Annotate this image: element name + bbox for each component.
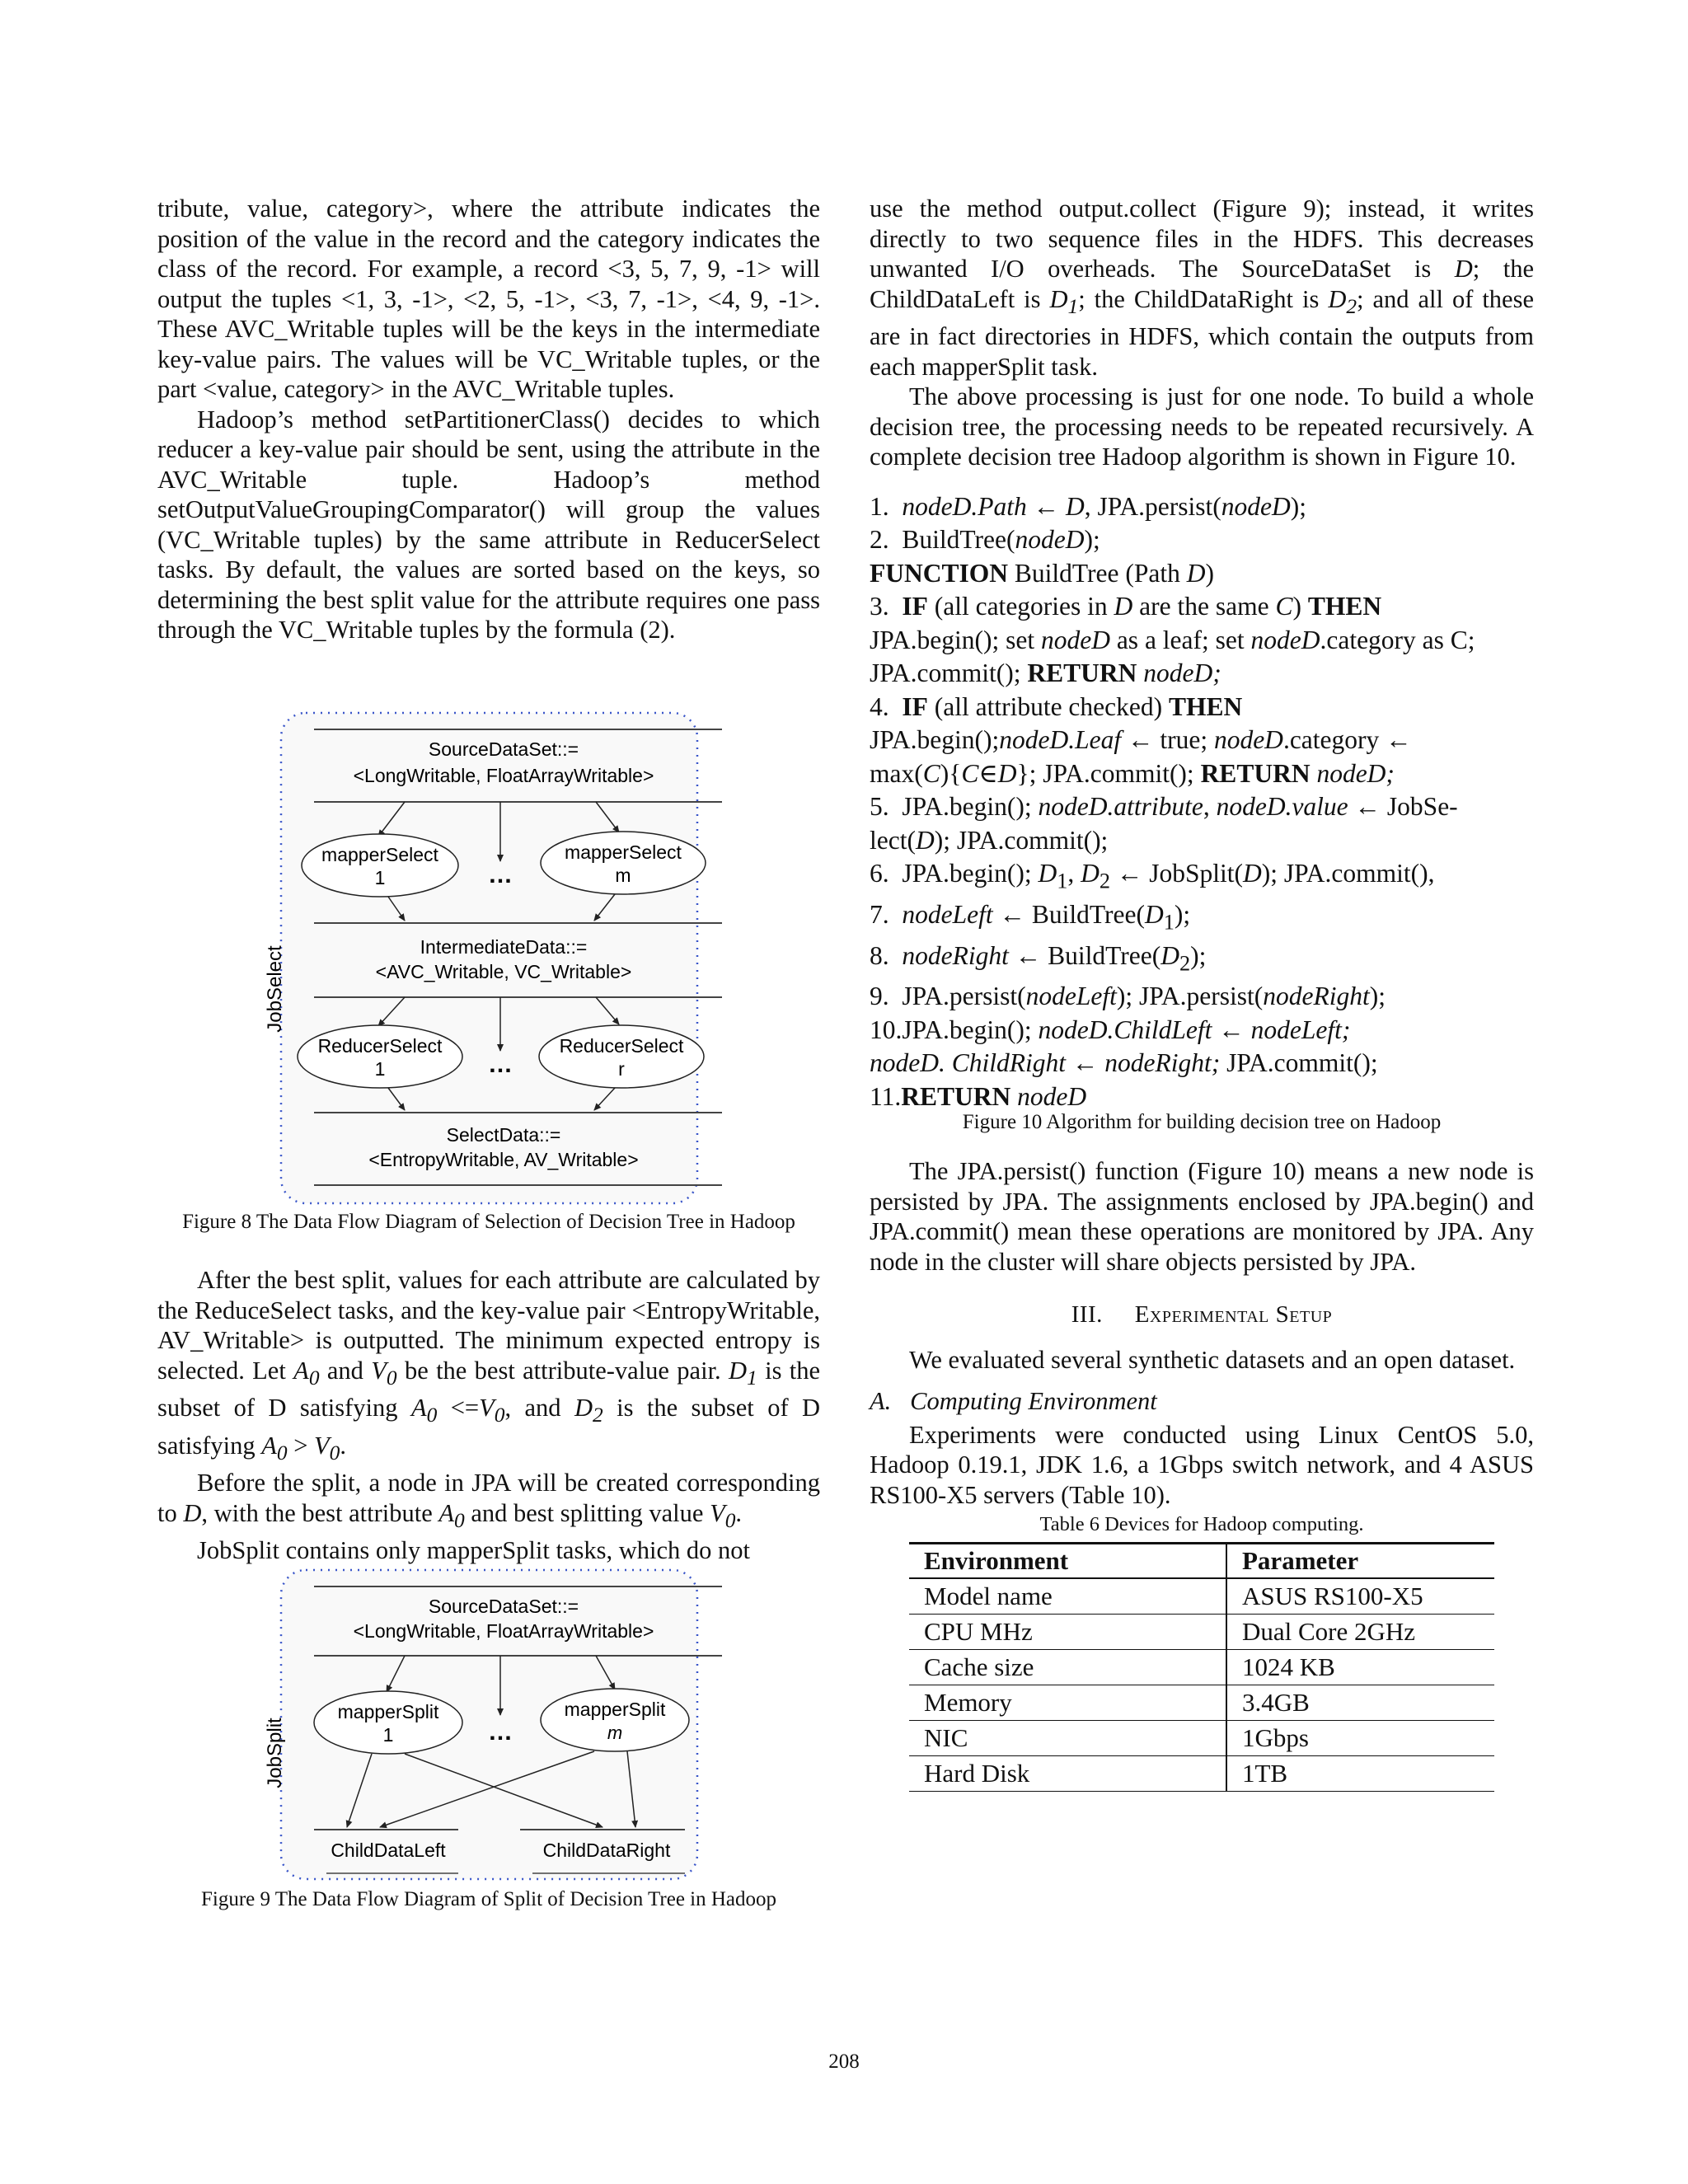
table-row [909,1755,1494,1791]
paragraph: The JPA.persist() function (Figure 10) means a new node is persisted by JPA. The assignments enclosed by JPA.begin() and JPA.commit() mean these operations are monitored by JPA. Any node in the cluster will share objects persisted by JPA. [870,1157,1534,1276]
mapper-split-1-index: 1 [382,1724,394,1746]
left-column [157,194,820,645]
table-caption: Table 6 Devices for Hadoop computing. [1039,1513,1364,1536]
mapper-select-1-label: mapperSelect [321,844,438,865]
left-column-continued [157,1265,820,1566]
reducer-select-r-label: ReducerSelect [559,1035,684,1057]
job-select-label: JobSelect [264,945,286,1033]
right-column [870,194,1534,1792]
subsection-heading: A. Computing Environment [870,1387,1157,1416]
figure-10-caption: Figure 10 Algorithm for building decision tree on Hadoop [962,1111,1442,1134]
header-environment: Environment [909,1543,1226,1578]
table-cell: Memory [909,1685,1226,1720]
devices-table [909,1542,1494,1792]
select-data-label: SelectData::= [446,1124,561,1146]
header-parameter: Parameter [1226,1543,1494,1578]
job-split-label: JobSplit [264,1718,286,1788]
mapper-split-m-index: m [607,1722,623,1743]
reducer-select-1-label: ReducerSelect [317,1035,443,1057]
figure-8 [157,705,820,1212]
paragraph: The above processing is just for one node. To build a whole decision tree, the processing needs to be repeated recursively. A complete decision tree Hadoop algorithm is shown in Figure 10. [870,382,1534,471]
child-data-left-label: ChildDataLeft [331,1840,446,1861]
algorithm-listing: 1. nodeD.Path ← D, JPA.persist(nodeD); 2. BuildTree(nodeD); FUNCTION BuildTree (Path D) 3. IF (all categories in D are the same C) THEN JPA.begin(); set nodeD as a leaf; set nodeD.category as C; JPA.commit(); RETURN nodeD; 4. IF (all attribute checked) THEN JPA.begin();nodeD.Leaf ← true; nodeD.category ← max(C){C∈D}; JPA.commit(); RETURN nodeD; 5. JPA.begin(); nodeD.attribute, nodeD.value ← JobSe- lect(D); JPA.commit(); 6. JPA.begin(); $D_1$, $D_2$ ← JobSplit(D); JPA.commit(), 7. nodeLeft ← $BuildTree(D_1)$; 8. nodeRight ← $BuildTree(D_2)$; 9. JPA.persist(nodeLeft); JPA.persist(nodeRight); 10.JPA.begin(); nodeD.ChildLeft ← nodeLeft; nodeD. ChildRight ← nodeRight; JPA.commit(); 11.RETURN nodeD [870,491,1475,1111]
mapper-select-m-label: mapperSelect [565,841,682,863]
reducer-select-r-index: r [618,1058,625,1080]
table-cell: NIC [909,1720,1226,1755]
intermediate-data-label: IntermediateData::= [420,936,588,958]
source-dataset-label: SourceDataSet::= [428,738,579,760]
table-row [909,1649,1494,1685]
source-dataset-label: SourceDataSet::= [428,1596,579,1617]
figure-8-diagram [157,705,820,1207]
paragraph: Before the split, a node in JPA will be created corresponding to D, with the best attribute $A_0$ and best splitting value $V_0$. [157,1469,820,1532]
table-row [909,1685,1494,1720]
mapper-select-m-index: m [615,865,631,886]
paragraph: Hadoop’s method setPartitionerClass() decides to which reducer a key-value pair should be sent, using the attribute in the AVC_Writable tuple. Hadoop’s method setOutputValueGroupingComparator() will group the values (VC_Writable tuples) by the same attribute in ReducerSelect tasks. By default, the values are sorted based on the keys, so determining the best split value for the attribute requires one pass through the VC_Writable tuples by the formula (2). [157,405,820,644]
mapper-split-1-label: mapperSplit [337,1701,439,1722]
table-cell: ASUS RS100-X5 [1226,1578,1494,1614]
table-cell: 1Gbps [1226,1720,1494,1755]
paragraph: We evaluated several synthetic datasets and an open dataset. [909,1345,1516,1374]
figure-9-diagram [157,1562,820,1883]
ellipsis: … [488,1051,513,1078]
source-dataset-type: <LongWritable, FloatArrayWritable> [353,1620,654,1642]
mapper-select-1-index: 1 [374,867,386,888]
ellipsis: … [488,1718,513,1746]
paragraph: tribute, value, category>, where the attribute indicates the position of the value in the record and the category indicates the class of the record. For example, a record <3, 5, 7, 9, -1> will output the tuples <1, 3, -1>, <2, 5, -1>, <3, 7, -1>, <4, 9, -1>. These AVC_Writable tuples will be the keys in the intermediate key-value pairs. The values will be VC_Writable tuples, or the part <value, category> in the AVC_Writable tuples. [157,194,820,403]
intermediate-data-type: <AVC_Writable, VC_Writable> [375,961,632,982]
table-row [909,1614,1494,1649]
table-row [909,1720,1494,1755]
table-cell: Cache size [909,1649,1226,1685]
select-data-type: <EntropyWritable, AV_Writable> [368,1149,639,1170]
figure-9 [157,1562,820,1887]
mapper-split-m-label: mapperSplit [564,1699,666,1720]
child-data-right-label: ChildDataRight [542,1840,671,1861]
reducer-select-1-index: 1 [374,1058,386,1080]
table-row [909,1578,1494,1614]
table-cell: Model name [909,1578,1226,1614]
page-number: 208 [828,2050,860,2073]
ellipsis: … [488,861,513,888]
table-cell: 1TB [1226,1755,1494,1791]
section-heading: III. Experimental Setup [1071,1301,1333,1329]
table-cell: 1024 KB [1226,1649,1494,1685]
table-cell: CPU MHz [909,1614,1226,1649]
figure-9-caption: Figure 9 The Data Flow Diagram of Split of Decision Tree in Hadoop [200,1888,777,1910]
paragraph: use the method output.collect (Figure 9); instead, it writes directly to two sequence files in the HDFS. This decreases unwanted I/O overheads. The SourceDataSet is D; the ChildDataLeft is $D_1$; the ChildDataRight is $D_2$; and all of these are in fact directories in HDFS, which contain the outputs from each mapperSplit task. [870,194,1534,381]
paragraph: After the best split, values for each attribute are calculated by the ReduceSelect tasks, and the key-value pair <EntropyWritable, AV_Writable> is outputted. The minimum expected entropy is selected. Let $A_0$ and $V_0$ be the best attribute-value pair. $D_1$ is the subset of D satisfying $A_0 <=V_0$, and $D_2$ is the subset of D satisfying $A_0 > V_0$. [157,1266,821,1465]
figure-8-caption: Figure 8 The Data Flow Diagram of Selection of Decision Tree in Hadoop [182,1211,795,1233]
table-cell: Hard Disk [909,1755,1226,1791]
paragraph: Experiments were conducted using Linux CentOS 5.0, Hadoop 0.19.1, JDK 1.6, a 1Gbps switch network, and 4 ASUS RS100-X5 servers (Table 10). [870,1420,1534,1509]
paragraph: JobSplit contains only mapperSplit tasks, which do not [197,1536,750,1565]
source-dataset-type: <LongWritable, FloatArrayWritable> [353,765,654,786]
table-cell: Dual Core 2GHz [1226,1614,1494,1649]
table-cell: 3.4GB [1226,1685,1494,1720]
table-header-row [909,1543,1494,1578]
